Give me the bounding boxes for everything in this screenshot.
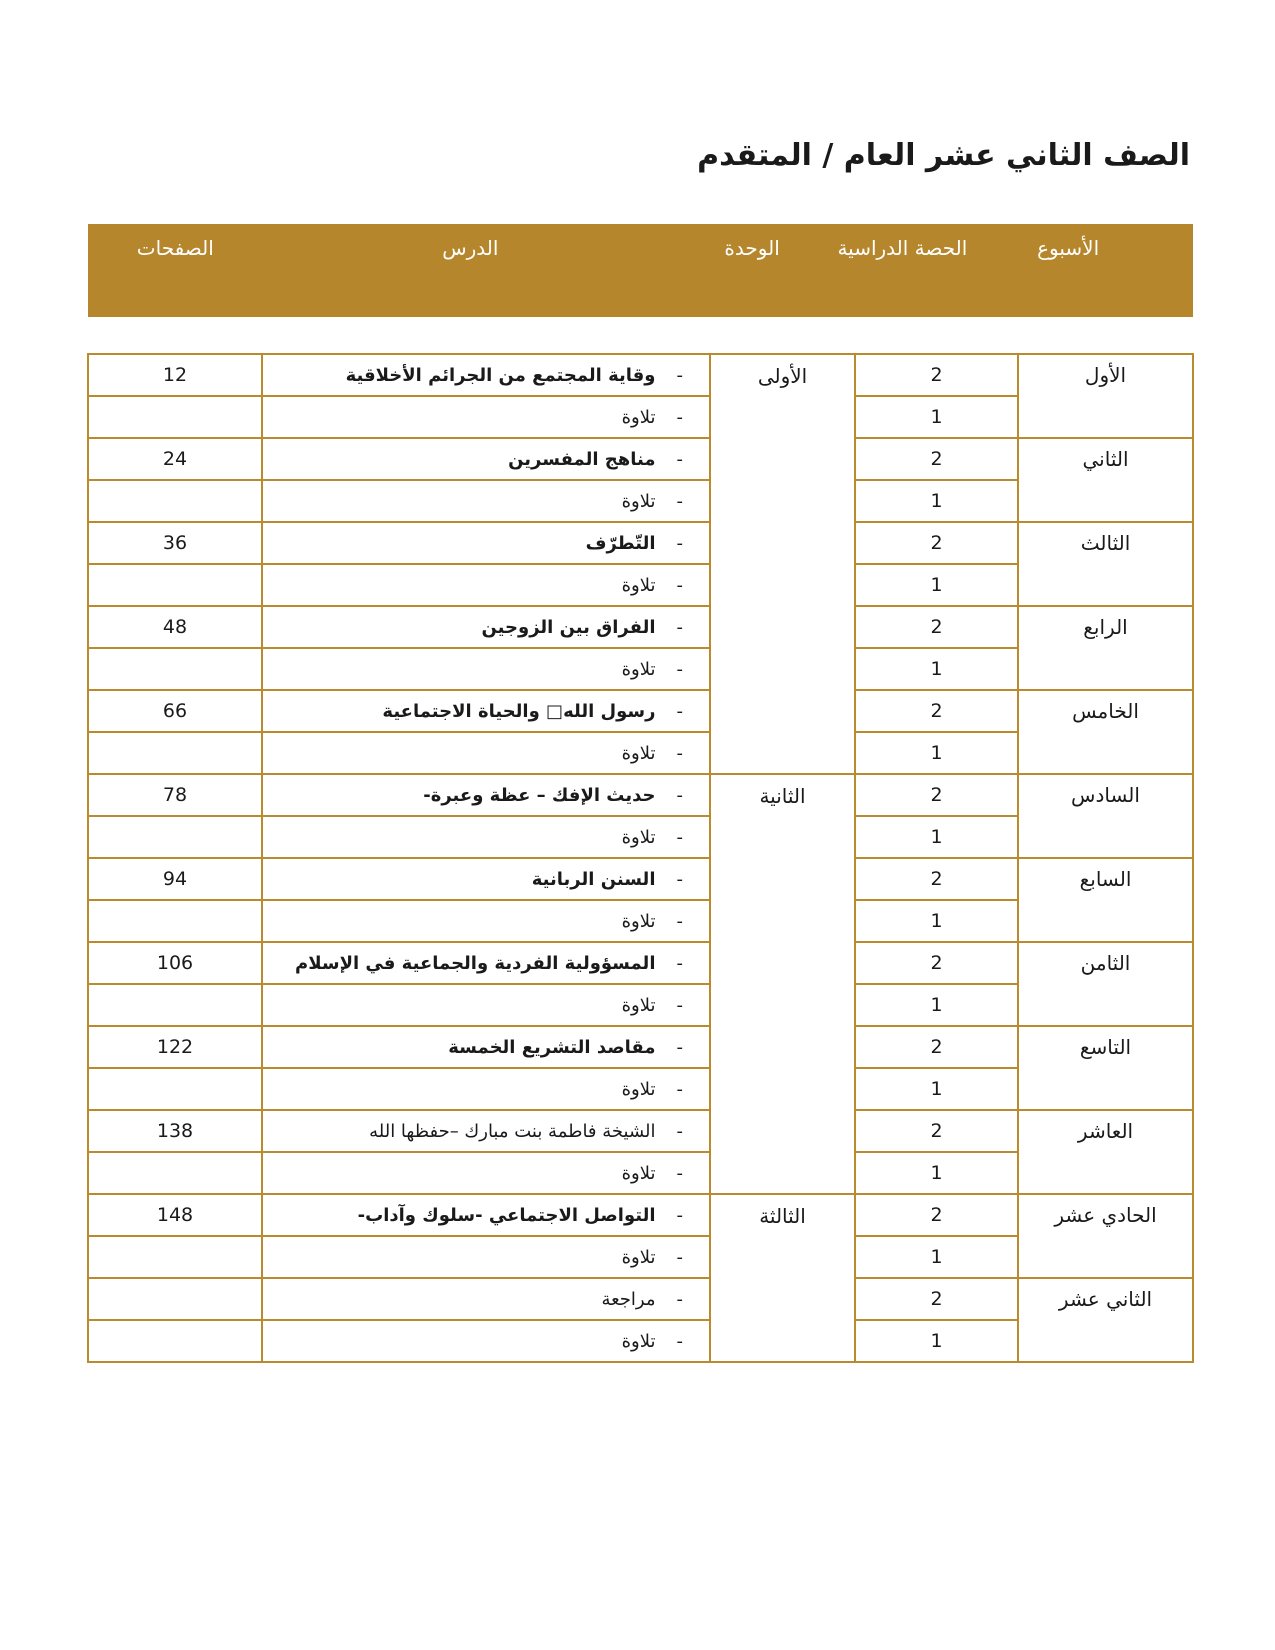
lesson-cell [262,690,710,732]
lesson-cell [262,522,710,564]
lesson-dash: - [676,826,683,848]
period-cell [855,1236,1018,1278]
pages-cell [88,564,262,606]
lesson-dash: - [676,784,683,806]
lesson-dash: - [676,574,683,596]
pages-cell-label: 48 [162,616,188,638]
week-cell-label: التاسع [1079,1035,1132,1059]
period-cell [855,1194,1018,1236]
lesson-dash: - [676,1036,683,1058]
period-cell-label: 1 [930,1246,943,1268]
lesson-title: مراجعة [601,1288,656,1310]
period-cell [855,564,1018,606]
period-cell-label: 1 [930,574,943,596]
lesson-title: تلاوة [621,826,656,848]
lesson-title: مقاصد التشريع الخمسة [448,1036,656,1058]
week-cell [1018,1278,1193,1362]
period-cell-label: 2 [930,532,943,554]
lesson-title: تلاوة [621,574,656,596]
unit-cell-label: الثالثة [759,1204,806,1228]
lesson-dash: - [676,658,683,680]
period-cell-label: 1 [930,658,943,680]
week-cell-label: السابع [1079,867,1132,891]
lesson-title: تلاوة [621,742,656,764]
schedule-table [88,354,1193,1362]
pages-cell [88,732,262,774]
period-cell [855,690,1018,732]
week-cell-label: السادس [1071,783,1140,807]
period-cell-label: 2 [930,1204,943,1226]
header-unit: الوحدة [724,236,780,260]
period-cell [855,438,1018,480]
lesson-cell [262,1110,710,1152]
pages-cell-label: 66 [162,700,188,722]
lesson-dash: - [676,952,683,974]
period-cell [855,942,1018,984]
period-cell [855,1110,1018,1152]
week-cell-label: العاشر [1077,1119,1134,1143]
period-cell-label: 1 [930,742,943,764]
lesson-cell [262,984,710,1026]
period-cell [855,858,1018,900]
period-cell-label: 1 [930,826,943,848]
period-cell [855,732,1018,774]
lesson-dash: - [676,1120,683,1142]
lesson-title: تلاوة [621,406,656,428]
period-cell-label: 2 [930,1036,943,1058]
lesson-title: تلاوة [621,1078,656,1100]
lesson-cell [262,1068,710,1110]
week-cell-label: الثامن [1080,951,1131,975]
lesson-dash: - [676,868,683,890]
period-cell-label: 2 [930,868,943,890]
pages-cell [88,1278,262,1320]
header-period: الحصة الدراسية [837,236,968,260]
lesson-cell [262,564,710,606]
lesson-cell [262,606,710,648]
lesson-title: تلاوة [621,910,656,932]
week-cell [1018,522,1193,606]
lesson-cell [262,1320,710,1362]
lesson-dash: - [676,406,683,428]
period-cell [855,396,1018,438]
pages-cell [88,1110,262,1152]
period-cell [855,1026,1018,1068]
pages-cell [88,354,262,396]
unit-cell [710,1194,855,1362]
lesson-dash: - [676,1078,683,1100]
unit-cell [710,354,855,774]
week-cell [1018,1026,1193,1110]
pages-cell [88,858,262,900]
lesson-title: تلاوة [621,490,656,512]
lesson-dash: - [676,1288,683,1310]
lesson-cell [262,354,710,396]
period-cell [855,1152,1018,1194]
header-pages: الصفحات [136,236,214,260]
lesson-cell [262,1278,710,1320]
week-cell [1018,354,1193,438]
table-header-band [88,224,1193,317]
period-cell-label: 1 [930,490,943,512]
pages-cell [88,1026,262,1068]
lesson-cell [262,396,710,438]
lesson-dash: - [676,700,683,722]
lesson-cell [262,774,710,816]
lesson-cell [262,1236,710,1278]
lesson-dash: - [676,742,683,764]
lesson-dash: - [676,994,683,1016]
lesson-cell [262,732,710,774]
lesson-title: السنن الربانية [531,868,656,890]
period-cell-label: 2 [930,700,943,722]
lesson-cell [262,480,710,522]
unit-cell-label: الثانية [759,784,806,808]
lesson-title: تلاوة [621,1330,656,1352]
period-cell [855,648,1018,690]
lesson-dash: - [676,910,683,932]
lesson-dash: - [676,1330,683,1352]
period-cell [855,606,1018,648]
period-cell-label: 1 [930,1162,943,1184]
page-title: الصف الثاني عشر العام / المتقدم [697,138,1190,173]
week-cell-label: الثاني عشر [1058,1287,1153,1311]
lesson-dash: - [676,1246,683,1268]
lesson-title: وقاية المجتمع من الجرائم الأخلاقية [345,364,656,386]
lesson-dash: - [676,448,683,470]
pages-cell-label: 36 [162,532,188,554]
week-cell-label: الخامس [1072,699,1139,723]
period-cell-label: 2 [930,784,943,806]
lesson-title: رسول الله□ والحياة الاجتماعية [382,700,656,722]
period-cell [855,774,1018,816]
pages-cell [88,690,262,732]
pages-cell [88,816,262,858]
header-lesson: الدرس [442,236,499,260]
lesson-dash: - [676,364,683,386]
pages-cell [88,606,262,648]
lesson-title: التّطرّف [585,532,656,554]
lesson-title: تلاوة [621,658,656,680]
pages-cell [88,774,262,816]
period-cell [855,1068,1018,1110]
week-cell-label: الثالث [1080,531,1131,555]
week-cell-label: الأول [1084,363,1127,387]
period-cell [855,522,1018,564]
lesson-cell [262,1026,710,1068]
lesson-cell [262,816,710,858]
pages-cell [88,648,262,690]
week-cell [1018,438,1193,522]
lesson-title: تلاوة [621,994,656,1016]
period-cell [855,984,1018,1026]
pages-cell-label: 106 [156,952,194,974]
lesson-dash: - [676,616,683,638]
lesson-title: حديث الإفك – عظة وعبرة- [423,784,656,806]
period-cell [855,354,1018,396]
period-cell-label: 2 [930,364,943,386]
period-cell-label: 2 [930,1288,943,1310]
pages-cell [88,942,262,984]
lesson-title: التواصل الاجتماعي -سلوك وآداب- [357,1204,656,1226]
lesson-cell [262,1152,710,1194]
pages-cell-label: 138 [156,1120,194,1142]
lesson-title: تلاوة [621,1246,656,1268]
header-week: الأسبوع [1037,236,1100,260]
week-cell-label: الرابع [1083,615,1128,639]
pages-cell [88,522,262,564]
period-cell [855,480,1018,522]
lesson-cell [262,438,710,480]
lesson-dash: - [676,1162,683,1184]
pages-cell [88,1068,262,1110]
lesson-dash: - [676,532,683,554]
week-cell [1018,690,1193,774]
period-cell-label: 1 [930,1330,943,1352]
pages-cell [88,396,262,438]
pages-cell-label: 12 [162,364,188,386]
pages-cell [88,438,262,480]
pages-cell-label: 78 [162,784,188,806]
week-cell [1018,606,1193,690]
pages-cell [88,1152,262,1194]
pages-cell [88,900,262,942]
period-cell [855,816,1018,858]
lesson-dash: - [676,1204,683,1226]
week-cell-label: الحادي عشر [1054,1203,1157,1227]
period-cell-label: 2 [930,448,943,470]
period-cell-label: 1 [930,1078,943,1100]
pages-cell-label: 24 [162,448,188,470]
lesson-cell [262,648,710,690]
period-cell-label: 1 [930,910,943,932]
pages-cell [88,1236,262,1278]
lesson-cell [262,942,710,984]
pages-cell-label: 122 [156,1036,194,1058]
week-cell [1018,1110,1193,1194]
week-cell [1018,942,1193,1026]
period-cell-label: 2 [930,616,943,638]
week-cell-label: الثاني [1082,447,1129,471]
period-cell-label: 1 [930,406,943,428]
lesson-cell [262,900,710,942]
period-cell [855,1278,1018,1320]
period-cell [855,900,1018,942]
pages-cell [88,1194,262,1236]
lesson-cell [262,1194,710,1236]
week-cell [1018,1194,1193,1278]
pages-cell [88,1320,262,1362]
pages-cell [88,480,262,522]
period-cell [855,1320,1018,1362]
pages-cell [88,984,262,1026]
pages-cell-label: 94 [162,868,188,890]
week-cell [1018,858,1193,942]
unit-cell-label: الأولى [757,364,808,388]
period-cell-label: 2 [930,1120,943,1142]
lesson-title: المسؤولية الفردية والجماعية في الإسلام [295,952,656,974]
period-cell-label: 1 [930,994,943,1016]
period-cell-label: 2 [930,952,943,974]
lesson-cell [262,858,710,900]
lesson-title: الشيخة فاطمة بنت مبارك –حفظها الله [369,1120,656,1142]
lesson-title: الفراق بين الزوجين [481,616,656,638]
lesson-dash: - [676,490,683,512]
lesson-title: تلاوة [621,1162,656,1184]
unit-cell [710,774,855,1194]
lesson-title: مناهج المفسرين [508,448,656,470]
pages-cell-label: 148 [156,1204,194,1226]
week-cell [1018,774,1193,858]
